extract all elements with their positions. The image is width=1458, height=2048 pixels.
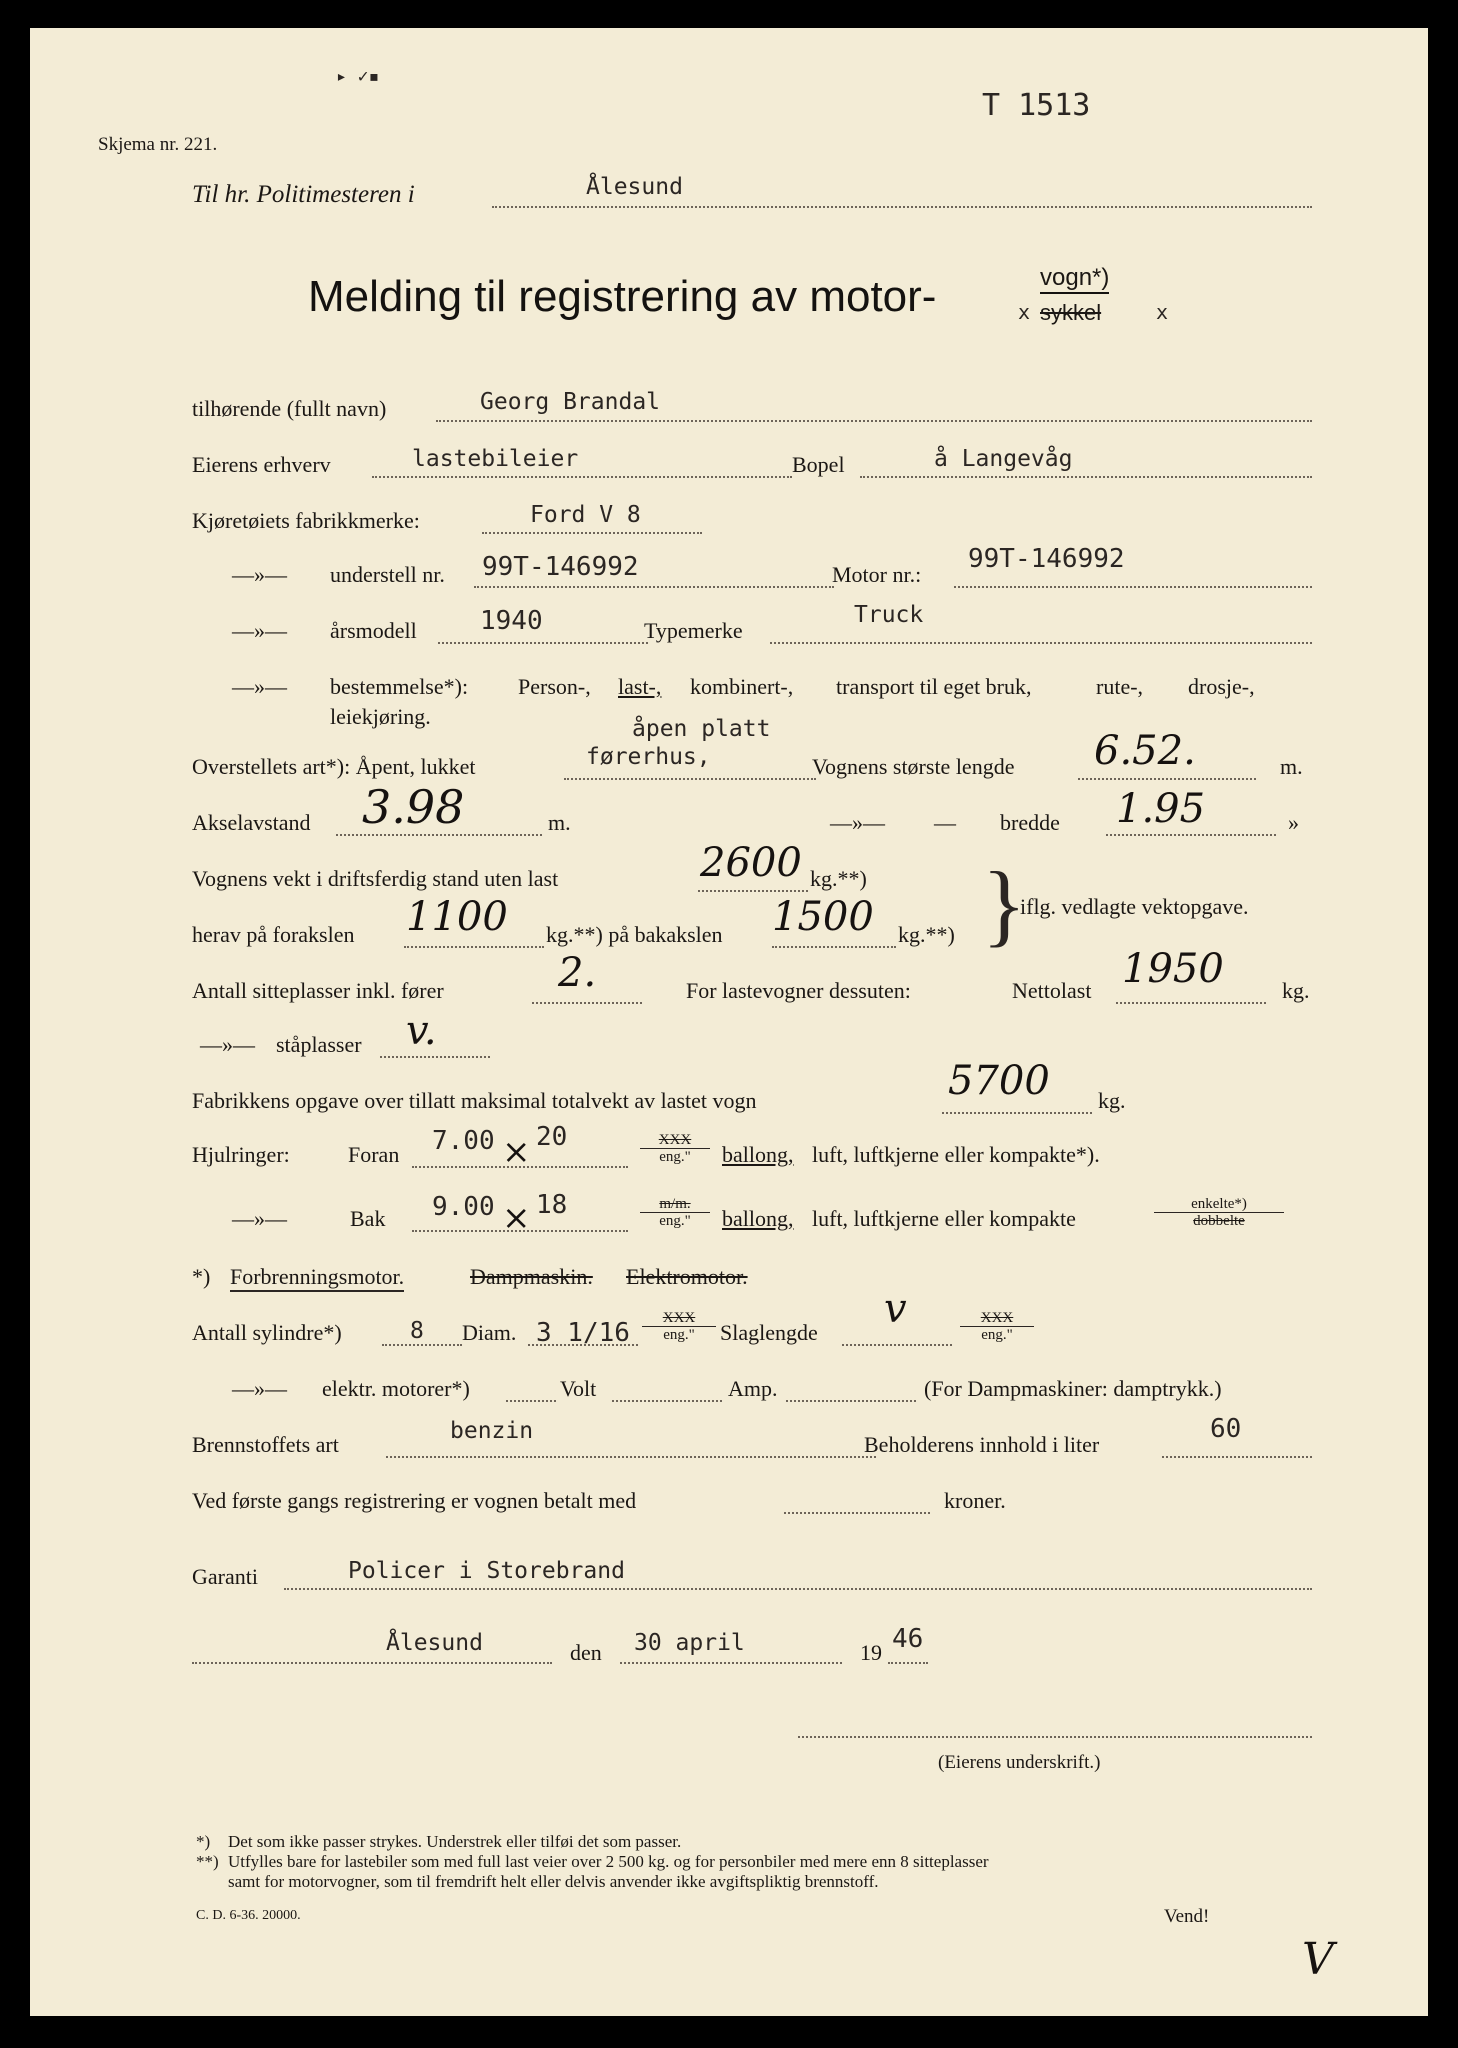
seats-line <box>532 1002 642 1004</box>
date-label: den <box>570 1640 602 1665</box>
volt-label: Volt <box>560 1376 597 1401</box>
ditto-mark: —»— <box>200 1032 255 1057</box>
tank-label: Beholderens innhold i liter <box>864 1432 1100 1457</box>
multiply-mark: × <box>502 1132 531 1172</box>
fraction-top: XXX <box>642 1310 716 1327</box>
wheels-front-type-ballong: ballong, <box>722 1142 794 1167</box>
axle-label: Akselavstand <box>192 810 311 835</box>
fraction-bottom: eng." <box>663 1327 695 1343</box>
maxweight-line <box>942 1112 1092 1114</box>
title-xmark-right: x <box>1156 300 1169 324</box>
place-line <box>192 1662 552 1664</box>
purpose-option-last: last-, <box>618 674 662 699</box>
weight-value: 2600 <box>700 840 802 886</box>
to-label: Til hr. Politimesteren i <box>192 181 415 208</box>
title-xmark-left: x <box>1018 300 1031 324</box>
length-line <box>1078 778 1256 780</box>
owner-label: tilhørende (fullt navn) <box>192 396 387 421</box>
footnote-2-mark: **) <box>196 1852 219 1871</box>
stroke-unit-fraction <box>960 1310 1034 1343</box>
title-option-sykkel: sykkel <box>1040 300 1102 325</box>
length-value: 6.52. <box>1094 728 1196 774</box>
width-line <box>1106 834 1276 836</box>
maxweight-label: Fabrikkens opgave over tillatt maksimal totalvekt av lastet vogn <box>192 1088 757 1113</box>
occupation-label: Eierens erhverv <box>192 452 331 477</box>
front-axle-line <box>404 946 544 948</box>
stroke-value: v <box>884 1286 907 1332</box>
electric-motors-label: elektr. motorer*) <box>322 1376 470 1401</box>
maxweight-unit: kg. <box>1098 1088 1126 1113</box>
signature-line <box>798 1736 1312 1738</box>
type-line <box>770 642 1312 644</box>
make-value: Ford V 8 <box>530 502 641 528</box>
weight-label: Vognens vekt i driftsferdig stand uten last <box>192 866 559 891</box>
fraction-bottom: eng." <box>659 1149 691 1165</box>
engine-electric: Elektromotor. <box>626 1264 748 1289</box>
footnote-2a: Utfylles bare for lastebiler som med full last veier over 2 500 kg. og for personbiler med mere enn 8 sitteplasser <box>228 1852 989 1871</box>
footnote-1: Det som ikke passer strykes. Understrek eller tilføi det som passer. <box>228 1832 682 1851</box>
engine-steam: Dampmaskin. <box>470 1264 593 1289</box>
date-line <box>620 1662 842 1664</box>
length-unit: m. <box>1280 754 1303 779</box>
residence-line <box>860 476 1312 478</box>
multiply-mark: × <box>502 1198 531 1238</box>
cylinders-line <box>382 1344 462 1346</box>
width-prefix: — <box>934 810 956 835</box>
ditto-mark: —»— <box>232 562 287 587</box>
fraction-top: XXX <box>640 1132 710 1149</box>
width-label: bredde <box>1000 810 1060 835</box>
wheels-label: Hjulringer: <box>192 1142 290 1167</box>
purpose-line2: leiekjøring. <box>330 704 431 729</box>
axle-value: 3.98 <box>362 780 465 834</box>
date-value: 30 april <box>634 1630 745 1656</box>
tank-line <box>1162 1456 1312 1458</box>
net-load-line <box>1116 1002 1266 1004</box>
amp-line <box>786 1400 916 1402</box>
paid-label: Ved første gangs registrering er vognen betalt med <box>192 1488 637 1513</box>
tank-value: 60 <box>1210 1414 1242 1444</box>
motor-line <box>954 586 1312 588</box>
axle-unit: m. <box>548 810 571 835</box>
engine-combustion: Forbrenningsmotor. <box>230 1264 404 1292</box>
guarantee-value: Policer i Storebrand <box>348 1558 625 1584</box>
weight-note: iflg. vedlagte vektopgave. <box>1020 894 1249 919</box>
make-line <box>482 532 702 534</box>
wheels-front-unit-fraction <box>640 1132 710 1165</box>
stroke-line <box>842 1344 952 1346</box>
wheels-front-value2: 20 <box>536 1122 568 1152</box>
owner-value: Georg Brandal <box>480 389 661 415</box>
paid-line <box>784 1512 930 1514</box>
wheels-rear-value: 9.00 <box>432 1192 495 1222</box>
body-label: Overstellets art*): Åpent, lukket <box>192 754 476 779</box>
purpose-option-transport: transport til eget bruk, <box>836 674 1032 699</box>
diameter-unit-fraction <box>642 1310 716 1343</box>
fraction-top: m/m. <box>640 1196 710 1213</box>
volt-line <box>612 1400 722 1402</box>
wheels-rear-value2: 18 <box>536 1190 568 1220</box>
length-label: Vognens største lengde <box>812 754 1015 779</box>
front-axle-value: 1100 <box>406 894 508 940</box>
front-axle-unit: kg.**) på bakakslen <box>546 922 723 947</box>
year-prefix: 19 <box>860 1640 882 1665</box>
fraction-bottom: eng." <box>659 1213 691 1229</box>
ditto-mark: —»— <box>830 810 885 835</box>
amp-label: Amp. <box>728 1376 778 1401</box>
type-value: Truck <box>854 602 924 628</box>
weight-brace: } <box>982 853 1027 955</box>
occupation-line <box>372 476 792 478</box>
purpose-option-drosje: drosje-, <box>1188 674 1255 699</box>
standing-label: ståplasser <box>276 1032 362 1057</box>
truck-label: For lastevogner dessuten: <box>686 978 911 1003</box>
owner-line <box>436 420 1312 422</box>
paid-unit: kroner. <box>944 1488 1006 1513</box>
width-value: 1.95 <box>1116 786 1206 832</box>
year-value: 1940 <box>480 606 543 636</box>
motor-label: Motor nr.: <box>832 562 922 587</box>
corner-mark: ▸ ✓▪ <box>336 66 380 87</box>
body-note: åpen platt <box>632 716 771 742</box>
diameter-label: Diam. <box>462 1320 517 1345</box>
rear-axle-unit: kg.**) <box>898 922 955 947</box>
chassis-line <box>474 586 834 588</box>
body-value: førerhus, <box>586 744 711 770</box>
wheels-rear-unit-fraction <box>640 1196 710 1229</box>
fuel-line <box>386 1456 876 1458</box>
ditto-mark: —»— <box>232 674 287 699</box>
cylinders-label: Antall sylindre*) <box>192 1320 342 1345</box>
steam-pressure-label: (For Dampmaskiner: damptrykk.) <box>924 1376 1222 1401</box>
wheels-rear-extra <box>1154 1196 1284 1229</box>
electric-line <box>506 1400 556 1402</box>
ditto-mark: —»— <box>232 1206 287 1231</box>
guarantee-label: Garanti <box>192 1564 258 1589</box>
front-axle-label: herav på forakslen <box>192 922 355 947</box>
type-label: Typemerke <box>644 618 743 643</box>
fuel-value: benzin <box>450 1418 534 1444</box>
ditto-mark: —»— <box>232 618 287 643</box>
seats-label: Antall sitteplasser inkl. fører <box>192 978 444 1003</box>
form-title: Melding til registrering av motor- <box>308 272 937 321</box>
year-label: årsmodell <box>330 618 417 643</box>
to-value: Ålesund <box>586 174 683 200</box>
standing-line <box>380 1056 490 1058</box>
form-paper <box>30 28 1428 2016</box>
standing-value: v. <box>406 1008 437 1054</box>
axle-line <box>336 834 542 836</box>
fuel-label: Brennstoffets art <box>192 1432 339 1457</box>
to-line <box>492 206 1312 208</box>
guarantee-line <box>284 1588 1312 1590</box>
chassis-label: understell nr. <box>330 562 445 587</box>
wheels-rear-type-ballong: ballong, <box>722 1206 794 1231</box>
rear-axle-line <box>772 946 896 948</box>
fraction-bottom: dobbelte <box>1193 1213 1245 1229</box>
footnote-1-mark: *) <box>196 1832 211 1851</box>
stroke-label: Slaglengde <box>720 1320 818 1345</box>
print-code: C. D. 6-36. 20000. <box>196 1908 301 1923</box>
wheels-front-value: 7.00 <box>432 1126 495 1156</box>
wheels-front-label: Foran <box>348 1142 400 1167</box>
residence-value: å Langevåg <box>934 446 1073 472</box>
year-line <box>438 642 648 644</box>
fraction-bottom: eng." <box>981 1327 1013 1343</box>
make-label: Kjøretøiets fabrikkmerke: <box>192 508 420 533</box>
body-line <box>564 778 816 780</box>
purpose-option-person: Person-, <box>518 674 591 699</box>
year-suffix-line <box>888 1662 928 1664</box>
diameter-value: 3 1/16 <box>536 1318 630 1348</box>
title-option-vogn: vogn*) <box>1040 264 1109 294</box>
year-suffix: 46 <box>892 1624 924 1654</box>
footnote-2b: samt for motorvogner, som til fremdrift helt eller delvis anvender ikke avgiftspliktig brennstoff. <box>228 1872 879 1891</box>
purpose-option-kombinert: kombinert-, <box>690 674 794 699</box>
wheels-rear-label: Bak <box>350 1206 386 1231</box>
schema-number: Skjema nr. 221. <box>98 134 218 155</box>
width-unit: » <box>1288 810 1299 835</box>
purpose-label: bestemmelse*): <box>330 674 469 699</box>
fraction-top: XXX <box>960 1310 1034 1327</box>
fraction-top: enkelte*) <box>1154 1196 1284 1213</box>
signature-label: (Eierens underskrift.) <box>938 1752 1101 1773</box>
occupation-value: lastebileier <box>412 446 579 472</box>
chassis-value: 99T-146992 <box>482 552 639 582</box>
place-value: Ålesund <box>386 1630 483 1656</box>
seats-value: 2. <box>558 950 597 996</box>
wheels-front-type-rest: luft, luftkjerne eller kompakte*). <box>812 1142 1100 1167</box>
wheels-rear-type-rest: luft, luftkjerne eller kompakte <box>812 1206 1076 1231</box>
maxweight-value: 5700 <box>948 1058 1050 1104</box>
ditto-mark: —»— <box>232 1376 287 1401</box>
check-mark: V <box>1302 1934 1334 1985</box>
residence-label: Bopel <box>792 452 845 477</box>
net-load-value: 1950 <box>1122 946 1224 992</box>
motor-value: 99T-146992 <box>968 544 1125 574</box>
rear-axle-value: 1500 <box>772 894 874 940</box>
purpose-option-rute: rute-, <box>1096 674 1144 699</box>
net-load-unit: kg. <box>1282 978 1310 1003</box>
weight-unit: kg.**) <box>810 866 867 891</box>
cylinders-value: 8 <box>410 1318 424 1344</box>
weight-line <box>698 890 808 892</box>
engine-note-mark: *) <box>192 1264 211 1289</box>
net-load-label: Nettolast <box>1012 978 1092 1003</box>
document-id: T 1513 <box>982 88 1091 123</box>
turn-over: Vend! <box>1164 1906 1210 1927</box>
